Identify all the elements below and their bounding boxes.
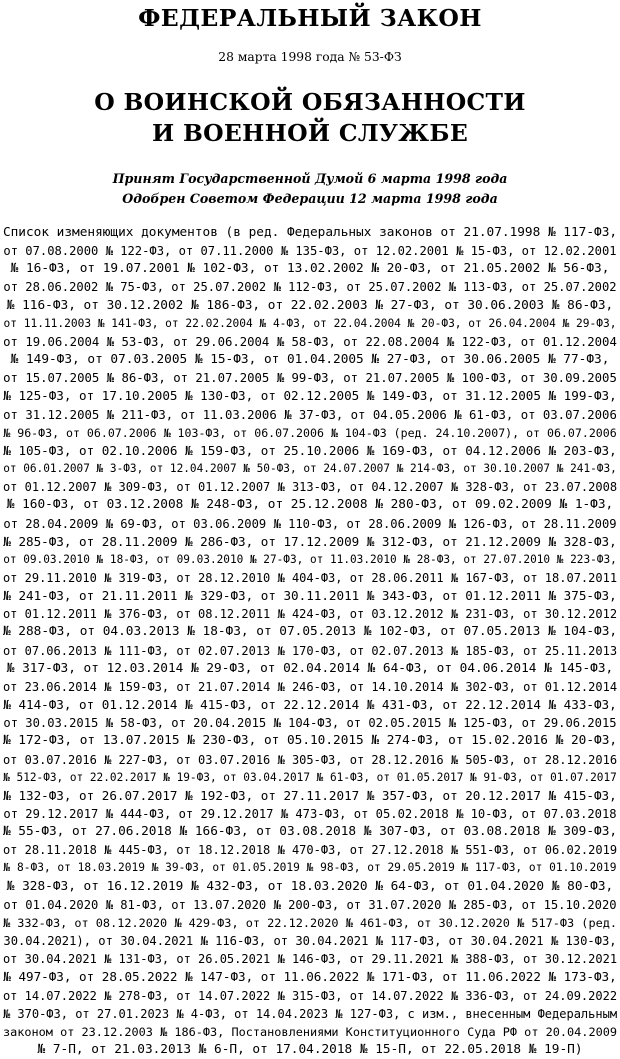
amendments-line: № 160-ФЗ, от 03.12.2008 № 248-ФЗ, от 25.12.2008 № 280-ФЗ, от 09.02.2009 № 1-ФЗ, xyxy=(6,497,614,513)
amendments-line: № 414-ФЗ, от 01.12.2014 № 415-ФЗ, от 22.12.2014 № 431-ФЗ, от 22.12.2014 № 433-ФЗ, xyxy=(3,697,617,713)
amendments-line: № 125-ФЗ, от 17.10.2005 № 130-ФЗ, от 02.12.2005 № 149-ФЗ, от 31.12.2005 № 199-ФЗ, xyxy=(3,388,617,404)
document-title-line: И ВОЕННОЙ СЛУЖБЕ xyxy=(151,119,469,147)
amendments-line: № 149-ФЗ, от 07.03.2005 № 15-ФЗ, от 01.04.2005 № 27-ФЗ, от 30.06.2005 № 77-ФЗ, xyxy=(10,352,610,368)
amendments-line: от 28.11.2018 № 445-ФЗ, от 18.12.2018 № 470-ФЗ, от 27.12.2018 № 551-ФЗ, от 06.02.2019 xyxy=(2,843,618,858)
amendments-line: от 28.06.2002 № 75-ФЗ, от 25.07.2002 № 112-ФЗ, от 25.07.2002 № 113-ФЗ, от 25.07.2002 xyxy=(3,280,617,295)
amendments-line: № 16-ФЗ, от 19.07.2001 № 102-ФЗ, от 13.02.2002 № 20-ФЗ, от 21.05.2002 № 56-ФЗ, xyxy=(10,261,610,277)
amendments-line: от 07.08.2000 № 122-ФЗ, от 07.11.2000 № 135-ФЗ, от 12.02.2001 № 15-ФЗ, от 12.02.2001 xyxy=(3,244,617,259)
amendments-line: от 23.06.2014 № 159-ФЗ, от 21.07.2014 № 246-ФЗ, от 14.10.2014 № 302-ФЗ, от 01.12.2014 xyxy=(2,679,618,694)
document-type-heading: ФЕДЕРАЛЬНЫЙ ЗАКОН xyxy=(138,4,482,32)
amendments-line: от 28.04.2009 № 69-ФЗ, от 03.06.2009 № 110-ФЗ, от 28.06.2009 № 126-ФЗ, от 28.11.2009 xyxy=(3,516,617,531)
amendments-line: № 285-ФЗ, от 28.11.2009 № 286-ФЗ, от 17.12.2009 № 312-ФЗ, от 21.12.2009 № 328-ФЗ, xyxy=(3,533,617,549)
amendments-line: № 7-П, от 21.03.2013 № 6-П, от 17.04.2018 № 15-П, от 22.05.2018 № 19-П) xyxy=(37,1042,583,1058)
amendments-line: № 497-ФЗ, от 28.05.2022 № 147-ФЗ, от 11.06.2022 № 171-ФЗ, от 11.06.2022 № 173-ФЗ, xyxy=(3,969,617,985)
amendments-line: № 370-ФЗ, от 27.01.2023 № 4-ФЗ, от 14.04.2023 № 127-ФЗ, с изм., внесенным Федеральным xyxy=(2,1006,618,1021)
adoption-info xyxy=(0,169,620,209)
amendments-line: № 8-ФЗ, от 18.03.2019 № 39-ФЗ, от 01.05.2019 № 98-ФЗ, от 29.05.2019 № 117-ФЗ, от 01.10.2019 xyxy=(3,861,617,875)
amendments-line: от 06.01.2007 № 3-ФЗ, от 12.04.2007 № 50-ФЗ, от 24.07.2007 № 214-ФЗ, от 30.10.2007 № 241-ФЗ, xyxy=(3,462,617,476)
amendments-line: № 332-ФЗ, от 08.12.2020 № 429-ФЗ, от 22.12.2020 № 461-ФЗ, от 30.12.2020 № 517-ФЗ (ред. xyxy=(2,915,618,930)
amendments-line: законом от 23.12.2003 № 186-ФЗ, Постановлениями Конституционного Суда РФ от 20.04.2009 xyxy=(2,1024,618,1039)
document-date-number: 28 марта 1998 года № 53-ФЗ xyxy=(218,50,402,64)
amendments-line: от 01.12.2011 № 376-ФЗ, от 08.12.2011 № 424-ФЗ, от 03.12.2012 № 231-ФЗ, от 30.12.2012 xyxy=(2,607,618,622)
amendments-line: от 07.06.2013 № 111-ФЗ, от 02.07.2013 № 170-ФЗ, от 02.07.2013 № 185-ФЗ, от 25.11.2013 xyxy=(2,643,618,658)
amendments-line: № 328-ФЗ, от 16.12.2019 № 432-ФЗ, от 18.03.2020 № 64-ФЗ, от 01.04.2020 № 80-ФЗ, xyxy=(6,878,614,894)
amendments-line: от 30.03.2015 № 58-ФЗ, от 20.04.2015 № 104-ФЗ, от 02.05.2015 № 125-ФЗ, от 29.06.2015 xyxy=(3,716,617,731)
adoption-line-federation-council: Одобрен Советом Федерации 12 марта 1998 года xyxy=(122,191,498,206)
amendments-line: 30.04.2021), от 30.04.2021 № 116-ФЗ, от 30.04.2021 № 117-ФЗ, от 30.04.2021 № 130-ФЗ, xyxy=(3,934,617,949)
amendments-line: от 01.04.2020 № 81-ФЗ, от 13.07.2020 № 200-ФЗ, от 31.07.2020 № 285-ФЗ, от 15.10.2020 xyxy=(3,897,617,912)
amendments-line: от 19.06.2004 № 53-ФЗ, от 29.06.2004 № 58-ФЗ, от 22.08.2004 № 122-ФЗ, от 01.12.2004 xyxy=(3,334,617,349)
amendments-line: № 241-ФЗ, от 21.11.2011 № 329-ФЗ, от 30.11.2011 № 343-ФЗ, от 01.12.2011 № 375-ФЗ, xyxy=(3,588,617,604)
amendments-line: от 11.11.2003 № 141-ФЗ, от 22.02.2004 № 4-ФЗ, от 22.04.2004 № 20-ФЗ, от 26.04.2004 № 29-ФЗ, xyxy=(3,316,617,330)
amendments-line: Список изменяющих документов (в ред. Федеральных законов от 21.07.1998 № 117-ФЗ, xyxy=(2,225,618,240)
amendments-line: от 03.07.2016 № 227-ФЗ, от 03.07.2016 № 305-ФЗ, от 28.12.2016 № 505-ФЗ, от 28.12.2016 xyxy=(2,752,618,767)
amendments-line: от 14.07.2022 № 278-ФЗ, от 14.07.2022 № 315-ФЗ, от 14.07.2022 № 336-ФЗ, от 24.09.2022 xyxy=(2,988,618,1003)
amendments-line: от 09.03.2010 № 18-ФЗ, от 09.03.2010 № 27-ФЗ, от 11.03.2010 № 28-ФЗ, от 27.07.2010 № 223-ФЗ, xyxy=(3,552,617,566)
adoption-line-duma: Принят Государственной Думой 6 марта 1998 года xyxy=(112,171,508,186)
amendments-line: от 01.12.2007 № 309-ФЗ, от 01.12.2007 № 313-ФЗ, от 04.12.2007 № 328-ФЗ, от 23.07.2008 xyxy=(2,480,618,495)
amendments-line: № 288-ФЗ, от 04.03.2013 № 18-ФЗ, от 07.05.2013 № 102-ФЗ, от 07.05.2013 № 104-ФЗ, xyxy=(2,624,618,640)
amendments-line: от 15.07.2005 № 86-ФЗ, от 21.07.2005 № 99-ФЗ, от 21.07.2005 № 100-ФЗ, от 30.09.2005 xyxy=(3,371,617,386)
amendments-line: от 30.04.2021 № 131-ФЗ, от 26.05.2021 № 146-ФЗ, от 29.11.2021 № 388-ФЗ, от 30.12.2021 xyxy=(2,952,618,967)
amendments-line: от 29.12.2017 № 444-ФЗ, от 29.12.2017 № 473-ФЗ, от 05.02.2018 № 10-ФЗ, от 07.03.2018 xyxy=(3,807,617,821)
amendments-line: № 317-ФЗ, от 12.03.2014 № 29-ФЗ, от 02.04.2014 № 64-ФЗ, от 04.06.2014 № 145-ФЗ, xyxy=(6,660,614,676)
amendments-line: № 172-ФЗ, от 13.07.2015 № 230-ФЗ, от 05.10.2015 № 274-ФЗ, от 15.02.2016 № 20-ФЗ, xyxy=(2,733,618,749)
amendments-line: от 31.12.2005 № 211-ФЗ, от 11.03.2006 № 37-ФЗ, от 04.05.2006 № 61-ФЗ, от 03.07.2006 xyxy=(3,407,617,422)
amendments-line: № 105-ФЗ, от 02.10.2006 № 159-ФЗ, от 25.10.2006 № 169-ФЗ, от 04.12.2006 № 203-ФЗ, xyxy=(3,442,617,458)
document-title-line: О ВОИНСКОЙ ОБЯЗАННОСТИ xyxy=(94,88,526,116)
document-title xyxy=(0,87,620,149)
amendments-line: № 96-ФЗ, от 06.07.2006 № 103-ФЗ, от 06.07.2006 № 104-ФЗ (ред. 24.10.2007), от 06.07.2006 xyxy=(3,425,617,440)
amendments-list xyxy=(0,224,620,1059)
amendments-line: № 55-ФЗ, от 27.06.2018 № 166-ФЗ, от 03.08.2018 № 307-ФЗ, от 03.08.2018 № 309-ФЗ, xyxy=(2,824,618,840)
amendments-line: № 512-ФЗ, от 22.02.2017 № 19-ФЗ, от 03.04.2017 № 61-ФЗ, от 01.05.2017 № 91-ФЗ, от 01.07.2017 xyxy=(3,770,617,784)
amendments-line: № 116-ФЗ, от 30.12.2002 № 186-ФЗ, от 22.02.2003 № 27-ФЗ, от 30.06.2003 № 86-ФЗ, xyxy=(6,297,614,313)
amendments-line: № 132-ФЗ, от 26.07.2017 № 192-ФЗ, от 27.11.2017 № 357-ФЗ, от 20.12.2017 № 415-ФЗ, xyxy=(3,787,617,803)
amendments-line: от 29.11.2010 № 319-ФЗ, от 28.12.2010 № 404-ФЗ, от 28.06.2011 № 167-ФЗ, от 18.07.2011 xyxy=(2,570,618,585)
